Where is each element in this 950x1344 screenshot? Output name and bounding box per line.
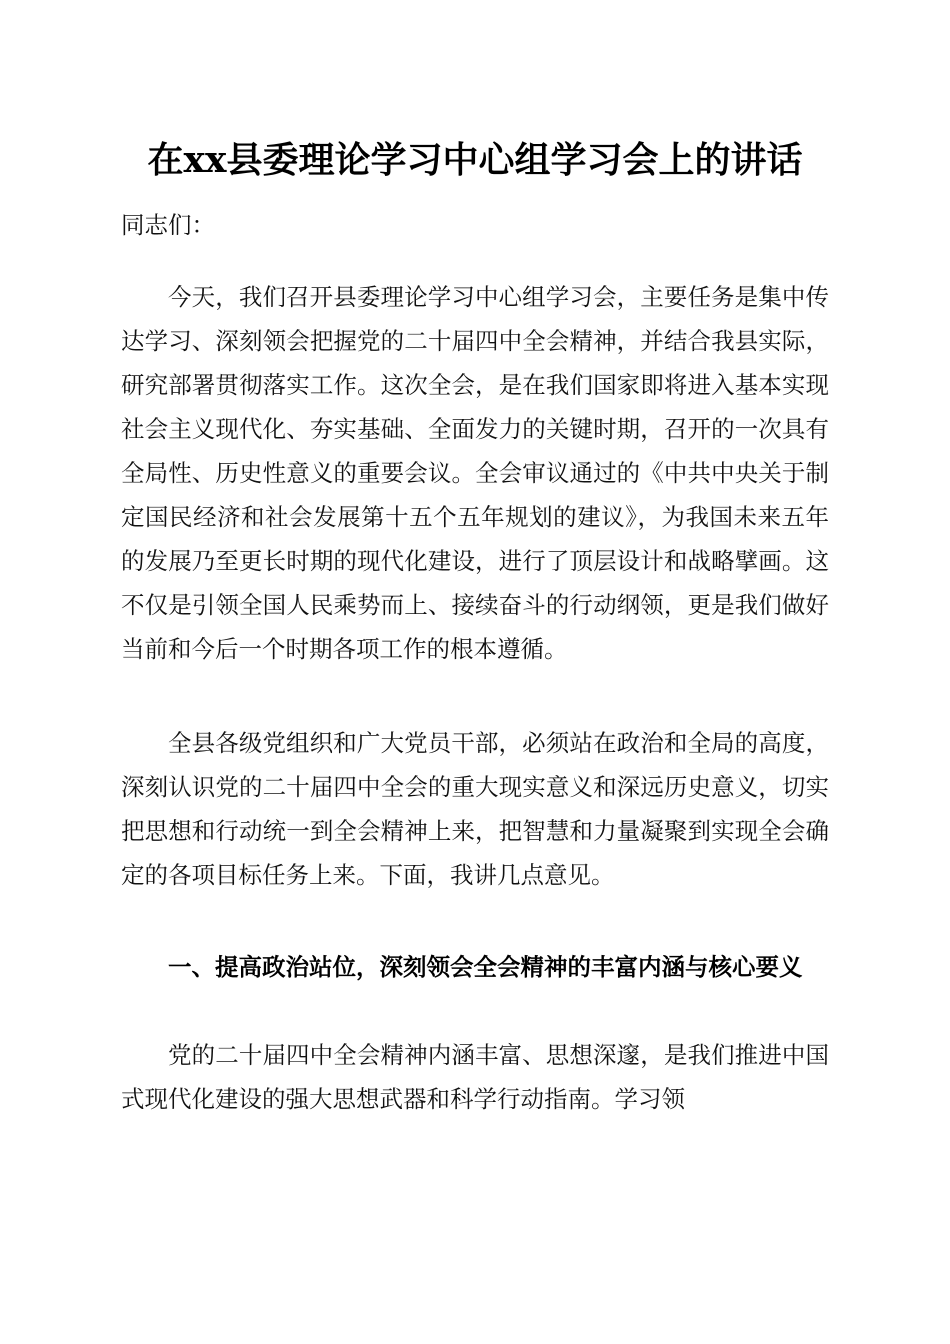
paragraph-requirement — [121, 721, 829, 897]
section-1-paragraph — [121, 1033, 829, 1121]
paragraph-text: 今天，我们召开县委理论学习中心组学习会，主要任务是集中传达学习、深刻领会把握党的二十届四中全会精神，并结合我县实际，研究部署贯彻落实工作。这次全会，是在我们国家即将进入基本实现社会主义现代化、夯实基础、全面发力的关键时期，召开的一次具有全局性、历史性意义的重要会议。全会审议通过的《中共中央关于制定国民经济和社会发展第十五个五年规划的建议》，为我国未来五年的发展乃至更长时期的现代化建设，进行了顶层设计和战略擘画。这不仅是引领全国人民乘势而上、接续奋斗的行动纲领，更是我们做好当前和今后一个时期各项工作的根本遵循。 — [121, 283, 829, 663]
document-title: 在xx县委理论学习中心组学习会上的讲话 — [147, 139, 803, 181]
paragraph-text: 党的二十届四中全会精神内涵丰富、思想深邃，是我们推进中国式现代化建设的强大思想武器和科学行动指南。学习领 — [121, 1041, 829, 1113]
salutation: 同志们： — [121, 211, 215, 239]
paragraph-intro — [121, 275, 829, 671]
paragraph-text: 全县各级党组织和广大党员干部，必须站在政治和全局的高度，深刻认识党的二十届四中全会的重大现实意义和深远历史意义，切实把思想和行动统一到全会精神上来，把智慧和力量凝聚到实现全会确定的各项目标任务上来。下面，我讲几点意见。 — [121, 729, 829, 889]
section-heading-1: 一、提高政治站位，深刻领会全会精神的丰富内涵与核心要义 — [168, 953, 803, 981]
